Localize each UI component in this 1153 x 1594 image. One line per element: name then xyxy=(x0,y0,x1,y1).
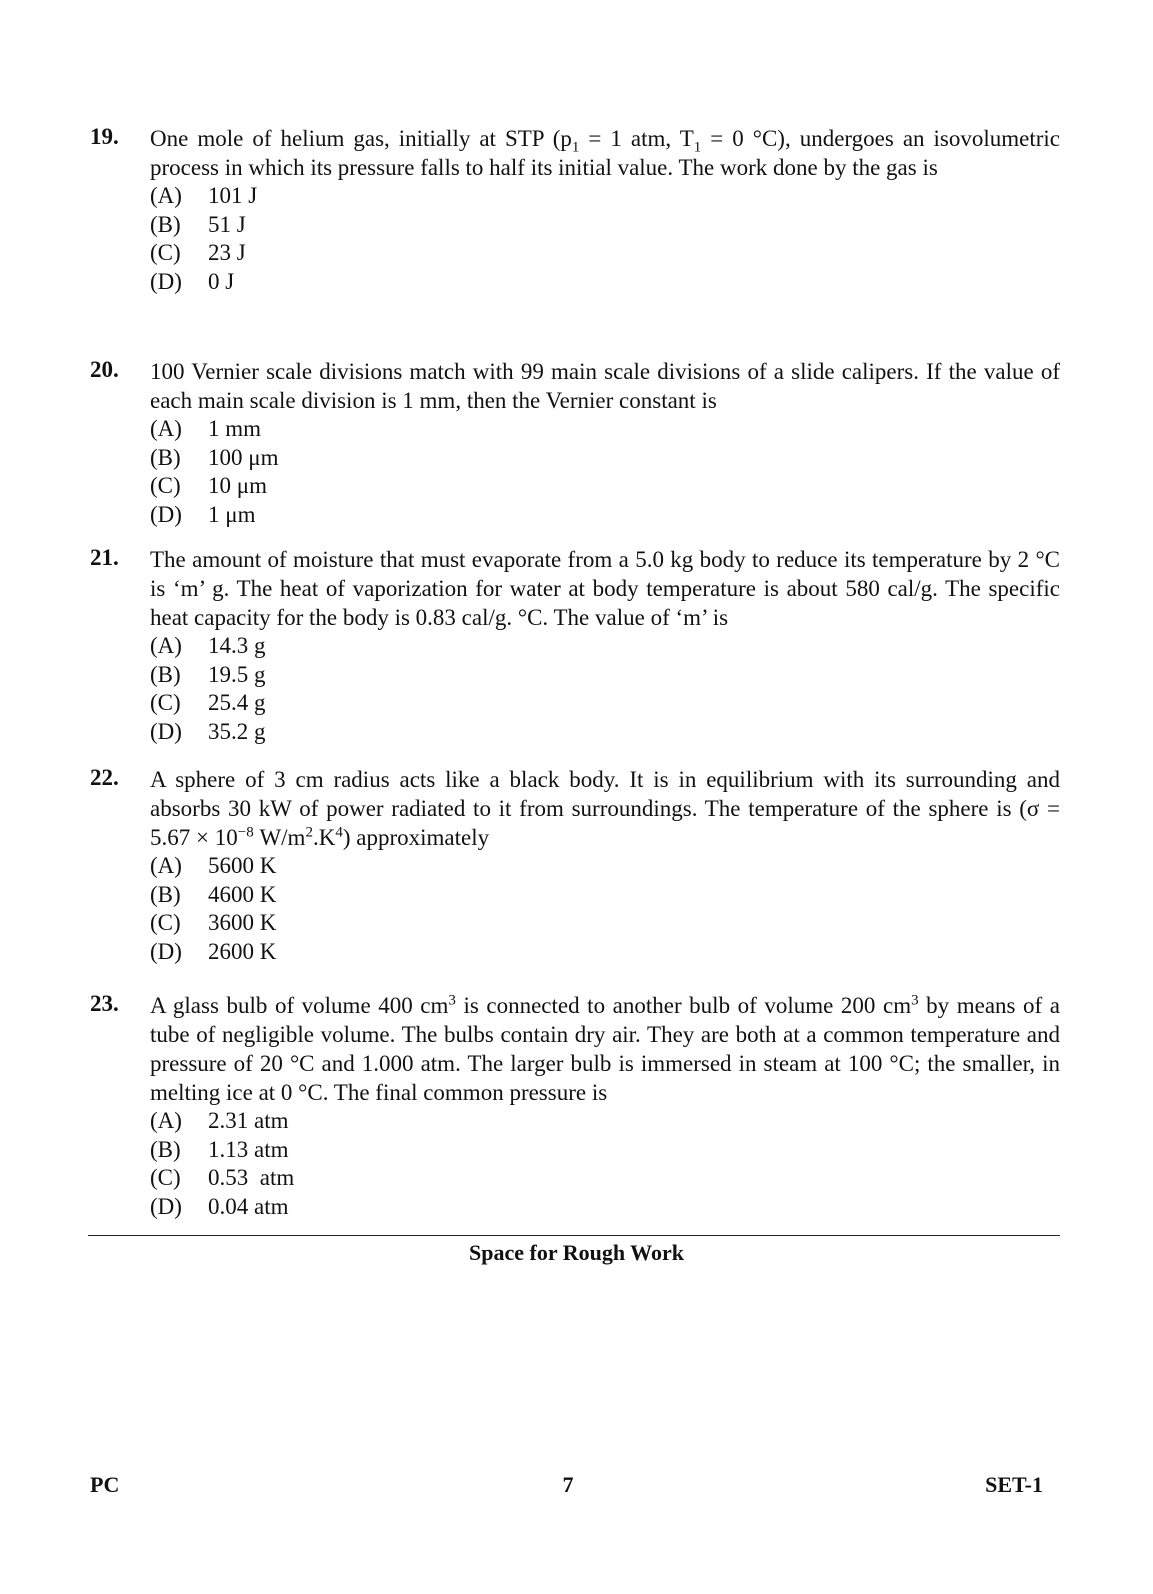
option-text: 10 μm xyxy=(208,473,267,498)
option-text: 2.31 atm xyxy=(208,1108,289,1133)
option-a xyxy=(150,1107,1060,1136)
question-number: 22. xyxy=(90,765,119,790)
option-c xyxy=(150,239,1060,268)
question-number: 23. xyxy=(90,991,119,1016)
question-number: 20. xyxy=(90,357,119,382)
superscript: 4 xyxy=(335,824,343,841)
divider-rule xyxy=(88,1235,1060,1236)
stem-text: W/m xyxy=(253,825,306,850)
option-letter: (B) xyxy=(150,1136,181,1162)
options-list xyxy=(150,1107,1060,1221)
option-letter: (A) xyxy=(150,633,182,658)
footer-subject-code: PC xyxy=(90,1472,120,1497)
question-number: 21. xyxy=(90,545,119,570)
option-c xyxy=(150,909,1060,938)
question-stem xyxy=(150,991,1060,1107)
option-text: 5600 K xyxy=(208,853,277,878)
option-letter: (B) xyxy=(150,661,181,687)
options-list xyxy=(150,632,1060,746)
option-a xyxy=(150,415,1060,444)
option-text: 35.2 g xyxy=(208,718,266,744)
option-b xyxy=(150,661,1060,690)
stem-text: is connected to another bulb of volume 200 cm xyxy=(455,993,912,1018)
stem-text: A glass bulb of volume 400 cm xyxy=(150,993,449,1018)
footer-set-label: SET-1 xyxy=(985,1472,1043,1497)
question-22 xyxy=(90,765,1060,966)
footer-page-number: 7 xyxy=(562,1472,574,1497)
subscript: 1 xyxy=(693,139,702,156)
option-text: 51 J xyxy=(208,211,246,237)
rough-work-label: Space for Rough Work xyxy=(469,1240,684,1265)
option-b xyxy=(150,444,1060,473)
option-letter: (D) xyxy=(150,718,182,744)
option-b xyxy=(150,1136,1060,1165)
option-text: 1 mm xyxy=(208,416,262,441)
option-text: 3600 K xyxy=(208,910,277,935)
option-letter: (B) xyxy=(150,881,181,907)
question-stem: 100 Vernier scale divisions match with 99 main scale divisions of a slide calipers. If the value of each main scale division is 1 mm, then the Vernier constant is xyxy=(150,359,1060,413)
option-text: 4600 K xyxy=(208,881,277,907)
option-d xyxy=(150,938,1060,967)
option-letter: (A) xyxy=(150,183,182,208)
option-letter: (C) xyxy=(150,473,181,498)
question-23 xyxy=(90,991,1060,1221)
option-letter: (D) xyxy=(150,268,182,294)
option-text: 0 J xyxy=(208,268,235,294)
option-a xyxy=(150,632,1060,661)
option-d xyxy=(150,718,1060,747)
option-text: 19.5 g xyxy=(208,661,266,687)
question-20 xyxy=(90,357,1060,529)
question-stem xyxy=(150,765,1060,852)
option-text: 25.4 g xyxy=(208,690,266,715)
option-text: 14.3 g xyxy=(208,633,266,658)
option-d xyxy=(150,501,1060,530)
option-a xyxy=(150,182,1060,211)
stem-text: ) approximately xyxy=(342,825,490,850)
option-letter: (C) xyxy=(150,240,181,265)
option-d xyxy=(150,1193,1060,1222)
option-letter: (A) xyxy=(150,1108,182,1133)
superscript: 3 xyxy=(911,992,919,1009)
stem-text: .K xyxy=(312,825,336,850)
stem-text: One mole of helium gas, initially at STP (p xyxy=(150,126,572,151)
option-letter: (D) xyxy=(150,1193,182,1219)
option-letter: (C) xyxy=(150,690,181,715)
stem-text: by means of a tube of negligible volume. The bulbs contain dry air. They are both at a common temperature and pressure of 20 °C and 1.000 atm. The larger bulb is immersed in steam at 100 °C; the smaller, in melting ice at 0 °C. The final common pressure is xyxy=(150,993,1060,1105)
stem-text: = 1 atm, T xyxy=(579,126,694,151)
superscript: −8 xyxy=(237,824,254,841)
stem-text: A sphere of 3 cm radius acts like a black body. It is in equilibrium with its surrounding and absorbs 30 kW of power radiated to it from surroundings. The temperature of the sphere is (σ = 5.67 × 10 xyxy=(150,767,1060,850)
stem-text: = 0 °C), undergoes an isovolumetric process in which its pressure falls to half its initial value. The work done by the gas is xyxy=(150,126,1061,180)
superscript: 2 xyxy=(305,824,313,841)
option-text: 1.13 atm xyxy=(208,1136,289,1162)
option-letter: (B) xyxy=(150,211,181,237)
option-d xyxy=(150,268,1060,297)
option-a xyxy=(150,852,1060,881)
option-letter: (D) xyxy=(150,938,182,964)
option-letter: (A) xyxy=(150,416,182,441)
option-text: 100 μm xyxy=(208,444,279,470)
options-list xyxy=(150,415,1060,529)
option-letter: (A) xyxy=(150,853,182,878)
question-stem: The amount of moisture that must evaporate from a 5.0 kg body to reduce its temperature by 2 °C is ‘m’ g. The heat of vaporization for water at body temperature is about 580 cal/g. The specific heat capacity for the body is 0.83 cal/g. °C. The value of ‘m’ is xyxy=(150,547,1060,630)
subscript: 1 xyxy=(571,139,580,156)
option-text: 0.53 atm xyxy=(208,1165,295,1190)
option-letter: (B) xyxy=(150,444,181,470)
superscript: 3 xyxy=(448,992,456,1009)
option-text: 23 J xyxy=(208,240,246,265)
option-b xyxy=(150,881,1060,910)
option-text: 2600 K xyxy=(208,938,277,964)
option-c xyxy=(150,689,1060,718)
option-letter: (D) xyxy=(150,501,182,527)
option-c xyxy=(150,1164,1060,1193)
option-text: 1 μm xyxy=(208,501,256,527)
question-stem xyxy=(150,124,1060,182)
question-number: 19. xyxy=(90,124,119,149)
option-text: 0.04 atm xyxy=(208,1193,289,1219)
option-b xyxy=(150,211,1060,240)
option-text: 101 J xyxy=(208,183,258,208)
options-list xyxy=(150,182,1060,296)
option-c xyxy=(150,472,1060,501)
question-19 xyxy=(90,124,1060,296)
option-letter: (C) xyxy=(150,1165,181,1190)
option-letter: (C) xyxy=(150,910,181,935)
question-21 xyxy=(90,545,1060,746)
options-list xyxy=(150,852,1060,966)
